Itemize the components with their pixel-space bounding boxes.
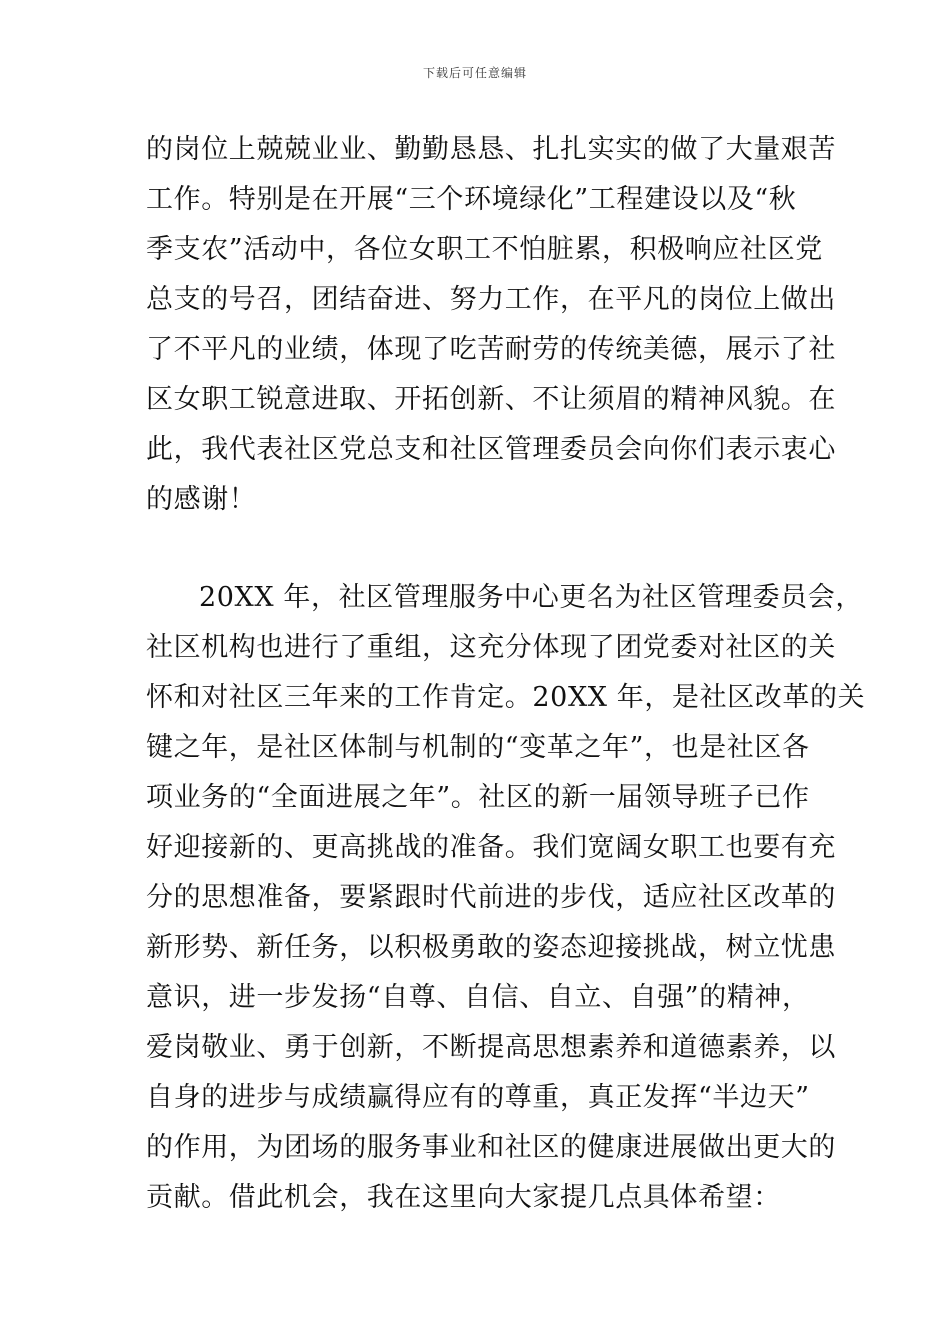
paragraph-line: 总支的号召，团结奋进、努力工作，在平凡的岗位上做出: [146, 284, 836, 315]
paragraph-line: 项业务的“全面进展之年”。社区的新一届领导班子已作: [146, 782, 810, 813]
paragraph-line: 的岗位上兢兢业业、勤勤恳恳、扎扎实实的做了大量艰苦: [146, 134, 836, 165]
paragraph-line: 季支农”活动中，各位女职工不怕脏累，积极响应社区党: [146, 234, 823, 265]
paragraph-line: 的作用，为团场的服务事业和社区的健康进展做出更大的: [146, 1132, 836, 1163]
paragraph-1: [146, 125, 836, 525]
paragraph-line: 新形势、新任务，以积极勇敢的姿态迎接挑战，树立忧患: [146, 932, 836, 963]
paragraph-2: [146, 573, 866, 1223]
paragraph-line: 爱岗敬业、勇于创新，不断提高思想素养和道德素养，以: [146, 1032, 836, 1063]
paragraph-line: 贡献。借此机会，我在这里向大家提几点具体希望：: [146, 1182, 781, 1213]
paragraph-line: 自身的进步与成绩赢得应有的尊重，真正发挥“半边天”: [146, 1082, 810, 1113]
page-header-note: 下载后可任意编辑: [422, 66, 527, 80]
paragraph-line: 此，我代表社区党总支和社区管理委员会向你们表示衷心: [146, 434, 836, 465]
paragraph-line: 工作。特别是在开展“三个环境绿化”工程建设以及“秋: [146, 184, 797, 215]
paragraph-line: 社区机构也进行了重组，这充分体现了团党委对社区的关: [146, 632, 836, 663]
paragraph-line: 怀和对社区三年来的工作肯定。20XX 年，是社区改革的关: [146, 682, 866, 713]
paragraph-line: 键之年，是社区体制与机制的“变革之年”，也是社区各: [146, 732, 810, 763]
paragraph-line: 区女职工锐意进取、开拓创新、不让须眉的精神风貌。在: [146, 384, 836, 415]
paragraph-line: 了不平凡的业绩，体现了吃苦耐劳的传统美德，展示了社: [146, 334, 836, 365]
paragraph-line: 的感谢！: [146, 484, 257, 515]
paragraph-line: 意识，进一步发扬“自尊、自信、自立、自强”的精神，: [146, 982, 810, 1013]
paragraph-line: 好迎接新的、更高挑战的准备。我们宽阔女职工也要有充: [146, 832, 836, 863]
paragraph-line: 分的思想准备，要紧跟时代前进的步伐，适应社区改革的: [146, 882, 836, 913]
paragraph-line: 20XX 年，社区管理服务中心更名为社区管理委员会，: [199, 582, 863, 613]
